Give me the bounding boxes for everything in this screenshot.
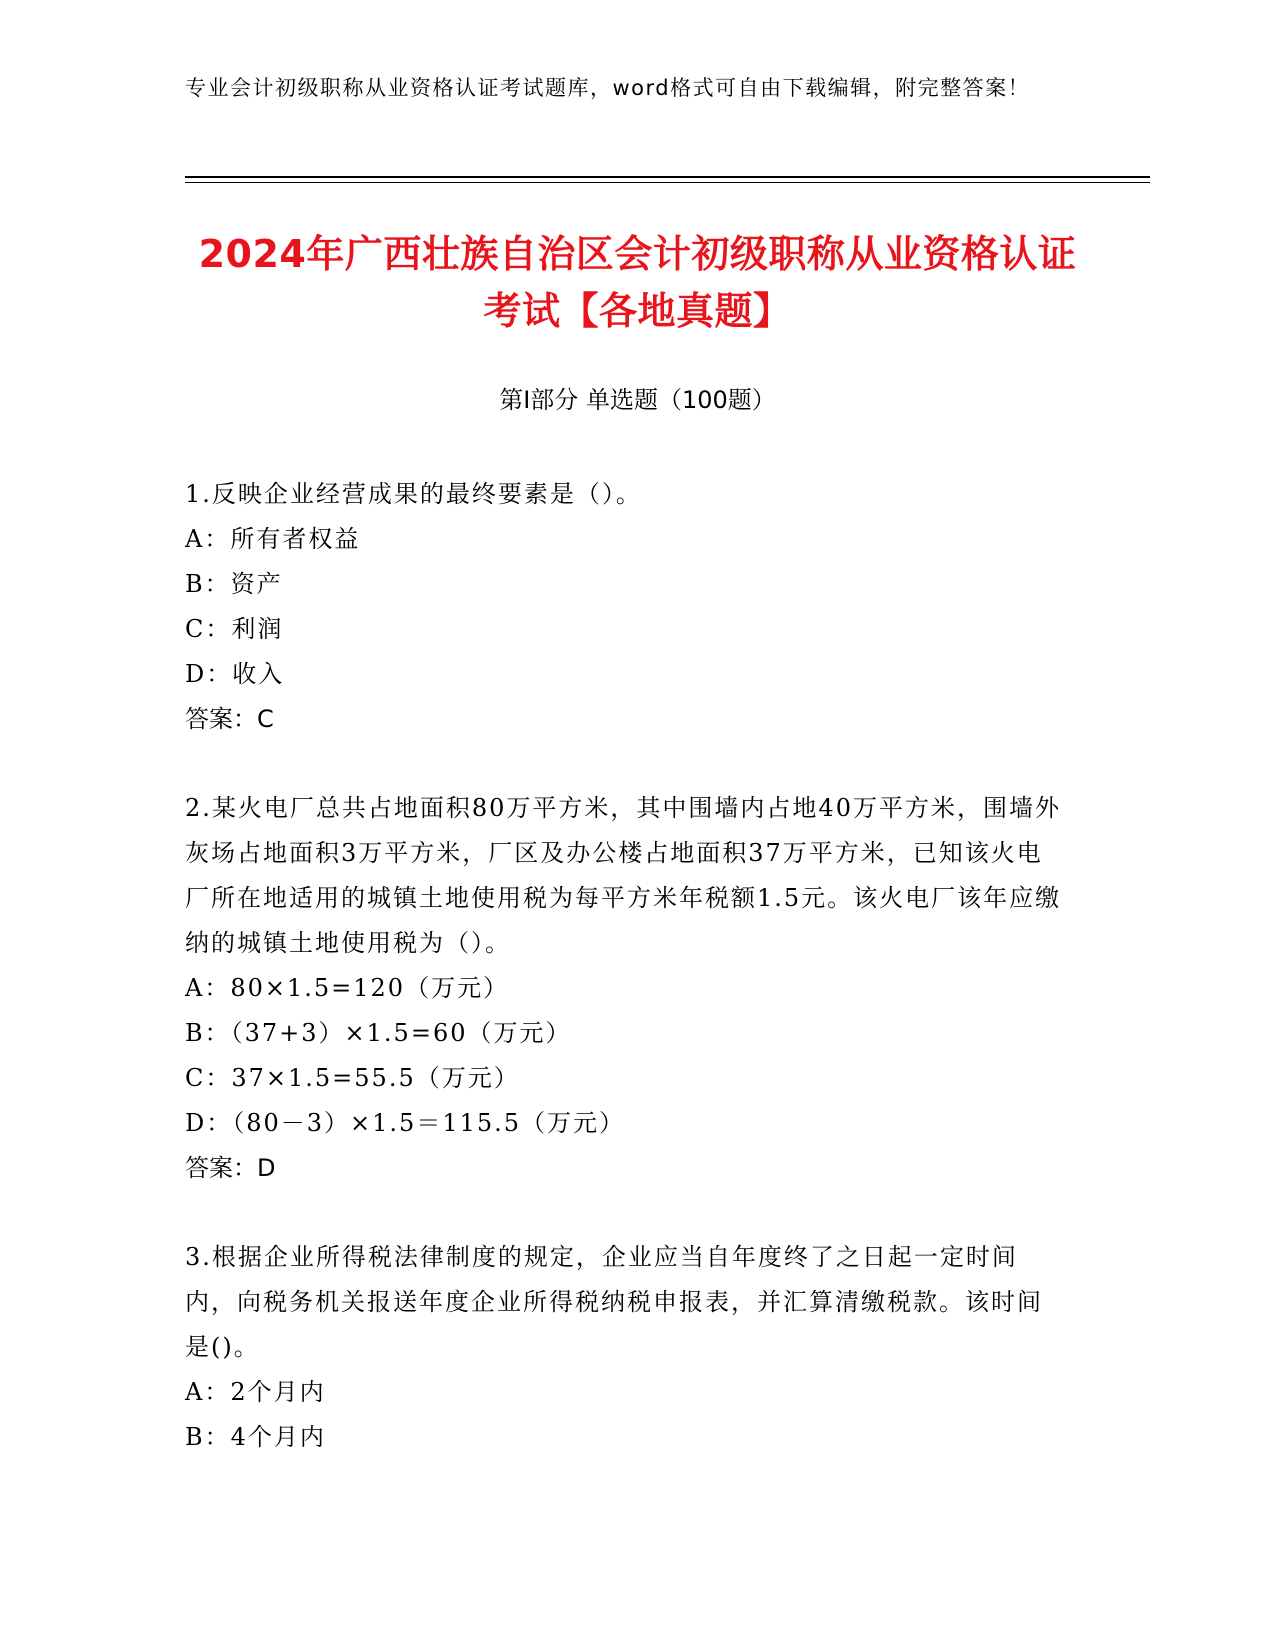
header-note: 专业会计初级职称从业资格认证考试题库，word格式可自由下载编辑，附完整答案！ (185, 76, 1031, 100)
question-stem: 3.根据企业所得税法律制度的规定，企业应当自年度终了之日起一定时间内，向税务机关报送年度企业所得税纳税申报表，并汇算清缴税款。该时间是()。 (185, 1243, 1043, 1361)
question-2 (185, 786, 1065, 1191)
answer-line: 答案：D (185, 1154, 276, 1182)
header-rule-thick (185, 176, 1150, 178)
option-b: B：（37+3）×1.5=60（万元） (185, 1019, 572, 1047)
option-a: A：2个月内 (185, 1378, 326, 1406)
header-rule-thin (185, 182, 1150, 183)
option-a: A：80×1.5=120（万元） (185, 974, 510, 1002)
question-list (185, 472, 1065, 1504)
question-stem: 1.反映企业经营成果的最终要素是（）。 (185, 480, 642, 508)
question-1 (185, 472, 1065, 742)
answer-line: 答案：C (185, 705, 274, 733)
question-stem: 2.某火电厂总共占地面积80万平方米，其中围墙内占地40万平方米，围墙外灰场占地面积3万平方米，厂区及办公楼占地面积37万平方米，已知该火电厂所在地适用的城镇土地使用税为每平方米年税额1.5元。该火电厂该年应缴纳的城镇土地使用税为（）。 (185, 794, 1062, 957)
option-d: D：（80－3）×1.5＝115.5（万元） (185, 1109, 626, 1137)
option-d: D：收入 (185, 660, 285, 688)
option-a: A：所有者权益 (185, 525, 361, 553)
option-b: B：资产 (185, 570, 283, 598)
document-title: 2024年广西壮族自治区会计初级职称从业资格认证考试【各地真题】 (198, 232, 1077, 333)
option-b: B：4个月内 (185, 1423, 326, 1451)
question-3 (185, 1235, 1065, 1460)
option-c: C：37×1.5=55.5（万元） (185, 1064, 520, 1092)
section-heading: 第Ⅰ部分 单选题（100题） (499, 386, 776, 414)
option-c: C：利润 (185, 615, 284, 643)
